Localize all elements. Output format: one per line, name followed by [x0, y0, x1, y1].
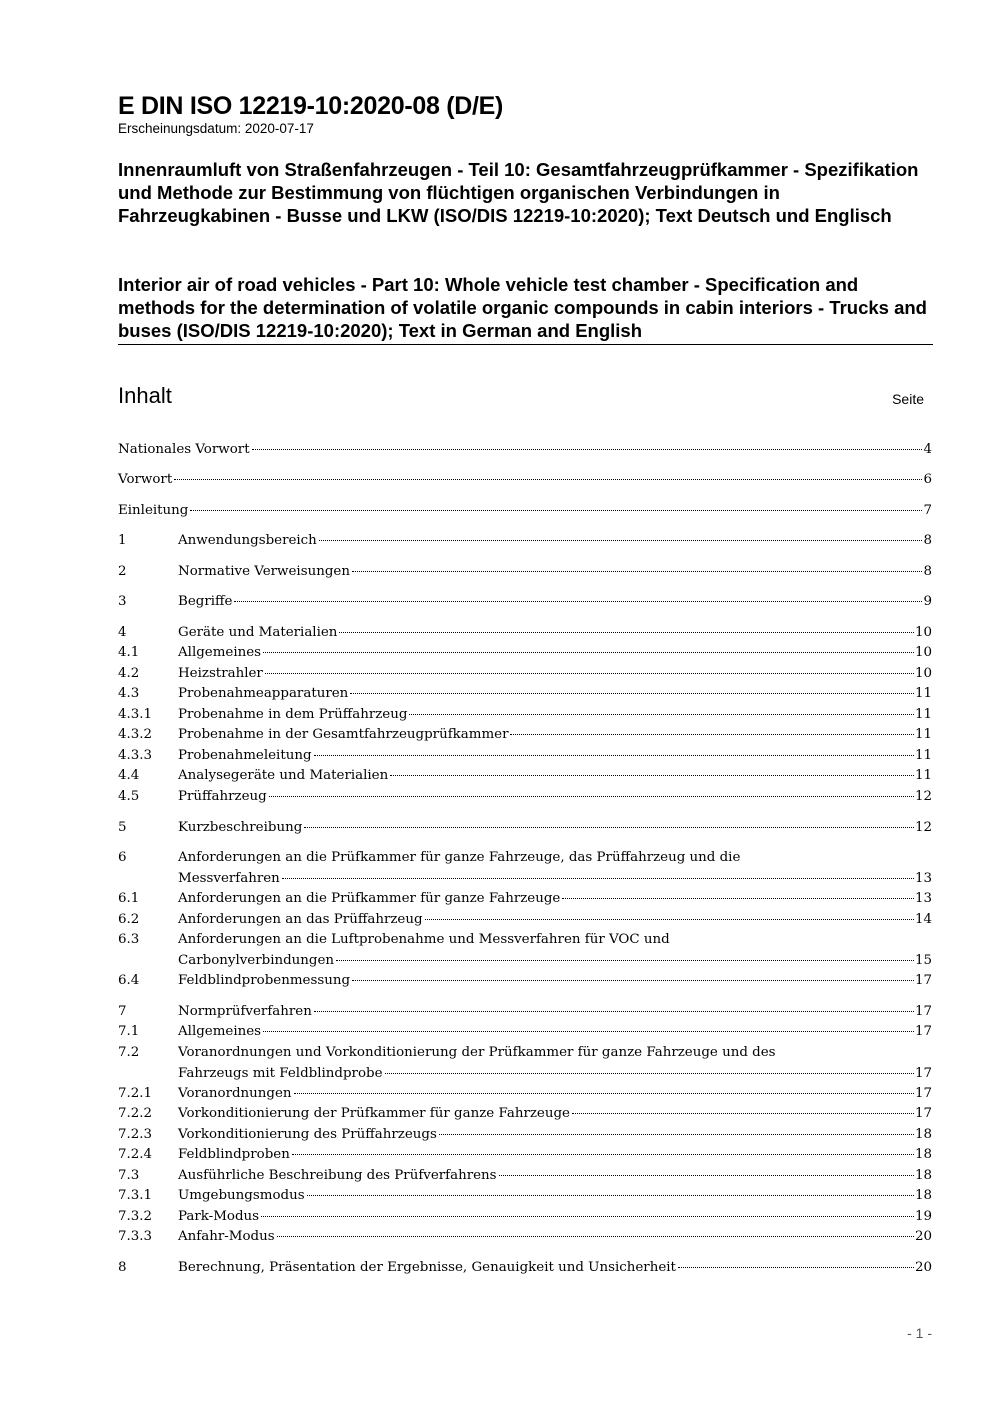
toc-entry-page: 13: [914, 891, 932, 906]
toc-entry[interactable]: [118, 664, 932, 684]
toc-entry-page: 11: [914, 727, 932, 742]
toc-entry-number: 6.2: [118, 912, 140, 927]
toc-entry-title: Anfahr-Modus: [178, 1229, 275, 1244]
toc-dot-leader: [350, 693, 914, 694]
toc-dot-leader: [314, 1011, 914, 1012]
toc-entry-page: 17: [914, 1024, 932, 1039]
toc-entry-page: 7: [923, 503, 932, 518]
toc-dot-leader: [294, 1093, 914, 1094]
toc-heading: Inhalt: [118, 383, 172, 408]
toc-dot-leader: [314, 755, 914, 756]
toc-entry[interactable]: [118, 705, 932, 725]
toc-dot-leader: [252, 449, 923, 450]
toc-entry-page: 17: [914, 1066, 932, 1081]
toc-entry-number: 7.3.2: [118, 1209, 153, 1224]
toc-entry-title: Anwendungsbereich: [178, 533, 317, 548]
toc-entry-number: 4.3.1: [118, 707, 153, 722]
toc-entry-page: 13: [914, 871, 932, 886]
toc-entry-title: Kurzbeschreibung: [178, 820, 303, 835]
toc-entry-title: Geräte und Materialien: [178, 625, 338, 640]
toc-entry-page: 20: [914, 1260, 932, 1275]
toc-entry-number: 6.4: [118, 973, 140, 988]
toc-entry-page: 19: [914, 1209, 932, 1224]
toc-entry[interactable]: [118, 787, 932, 807]
toc-entry-page: 18: [914, 1188, 932, 1203]
toc-entry-title: Anforderungen an das Prüffahrzeug: [178, 912, 423, 927]
toc-entry-page: 17: [914, 973, 932, 988]
toc-entry-title: Probenahmeapparaturen: [178, 686, 349, 701]
toc-entry[interactable]: [118, 440, 932, 460]
toc-entry[interactable]: [118, 1227, 932, 1247]
toc-entry-number: 4.5: [118, 789, 140, 804]
toc-page-label: Seite: [892, 391, 924, 407]
toc-entry-title: Allgemeines: [178, 645, 262, 660]
toc-entry-number: 6.3: [118, 932, 140, 947]
toc-entry-page: 17: [914, 1004, 932, 1019]
toc-entry-number: 7.3.1: [118, 1188, 153, 1203]
toc-entry[interactable]: [118, 889, 932, 909]
toc-dot-leader: [510, 734, 913, 735]
toc-entry-number: 7.2.3: [118, 1127, 153, 1142]
toc-dot-leader: [319, 540, 923, 541]
toc-entry-page: 11: [914, 686, 932, 701]
toc-entry-page: 10: [914, 645, 932, 660]
toc-entry-title: Park-Modus: [178, 1209, 260, 1224]
toc-dot-leader: [265, 673, 914, 674]
toc-entry-title: Einleitung: [118, 503, 189, 518]
toc-entry-page: 8: [923, 564, 932, 579]
toc-dot-leader: [562, 898, 914, 899]
toc-entry-title: Berechnung, Präsentation der Ergebnisse, Genauigkeit und Unsicherheit: [178, 1260, 676, 1275]
toc-entry-number: 7.2.4: [118, 1147, 153, 1162]
toc-entry-title: Vorwort: [118, 472, 173, 487]
toc-entry[interactable]: [118, 766, 932, 786]
toc-dot-leader: [307, 1195, 914, 1196]
toc-dot-leader: [678, 1267, 914, 1268]
toc-entry-number: 6: [118, 850, 127, 865]
toc-entry[interactable]: [118, 1186, 932, 1206]
toc-entry-title: Analysegeräte und Materialien: [178, 768, 389, 783]
toc-entry-title: Voranordnungen: [178, 1086, 292, 1101]
toc-dot-leader: [385, 1073, 914, 1074]
toc-entry[interactable]: [118, 531, 932, 551]
toc-entry[interactable]: [118, 725, 932, 745]
toc-entry-page: 12: [914, 789, 932, 804]
toc-entry[interactable]: [118, 1084, 932, 1104]
toc-entry-number: 8: [118, 1260, 127, 1275]
toc-entry-title: Heizstrahler: [178, 666, 263, 681]
toc-entry-number: 4.3.3: [118, 748, 153, 763]
toc-entry-number: 4.3: [118, 686, 140, 701]
english-title: Interior air of road vehicles - Part 10: Whole vehicle test chamber - Specification and methods for the determination of volatile organic compounds in cabin interiors - Trucks and buses (ISO/DIS 12219-10:2020); Text in German and English: [118, 274, 927, 342]
toc-entry-number: 4: [118, 625, 127, 640]
toc-entry[interactable]: [118, 501, 932, 521]
toc-entry-title: Vorkonditionierung der Prüfkammer für ganze Fahrzeuge: [178, 1106, 570, 1121]
toc-entry-title-line1: Voranordnungen und Vorkonditionierung der Prüfkammer für ganze Fahrzeuge und des: [178, 1045, 776, 1060]
toc-entry[interactable]: [118, 562, 932, 582]
toc-dot-leader: [499, 1175, 914, 1176]
toc-entry-number: 7.3: [118, 1168, 140, 1183]
toc-entry[interactable]: [118, 643, 932, 663]
toc-entry-page: 10: [914, 666, 932, 681]
toc-entry-number: 4.2: [118, 666, 140, 681]
toc-entry-title-line1: Anforderungen an die Luftprobenahme und Messverfahren für VOC und: [178, 932, 670, 947]
toc-entry-number: 7: [118, 1004, 127, 1019]
toc-entry[interactable]: [118, 1166, 932, 1186]
toc-entry-page: 10: [914, 625, 932, 640]
toc-dot-leader: [263, 652, 914, 653]
toc-entry[interactable]: [118, 1002, 932, 1022]
toc-dot-leader: [190, 510, 922, 511]
toc-entry-title: Nationales Vorwort: [118, 442, 250, 457]
toc-dot-leader: [352, 980, 914, 981]
toc-entry-page: 17: [914, 1086, 932, 1101]
toc-entry-page: 18: [914, 1168, 932, 1183]
toc-dot-leader: [174, 479, 922, 480]
toc-entry-number: 5: [118, 820, 127, 835]
toc-entry[interactable]: [118, 684, 932, 704]
toc-entry[interactable]: [118, 1207, 932, 1227]
toc-dot-leader: [352, 571, 923, 572]
toc-entry-title: Probenahme in dem Prüffahrzeug: [178, 707, 408, 722]
toc-entry-title: Feldblindprobenmessung: [178, 973, 351, 988]
toc-entry-number: 4.4: [118, 768, 140, 783]
toc-entry-title: Normprüfverfahren: [178, 1004, 312, 1019]
toc-entry-title: Vorkonditionierung des Prüffahrzeugs: [178, 1127, 437, 1142]
toc-entry-page: 18: [914, 1147, 932, 1162]
toc-entry-title: Messverfahren: [178, 871, 280, 886]
toc-dot-leader: [263, 1031, 914, 1032]
toc-entry-page: 11: [914, 748, 932, 763]
toc-entry-page: 15: [914, 953, 932, 968]
toc-entry-number: 4.1: [118, 645, 140, 660]
toc-entry-title: Prüffahrzeug: [178, 789, 267, 804]
toc-entry-number: 7.1: [118, 1024, 140, 1039]
toc-entry[interactable]: [118, 623, 932, 643]
toc-dot-leader: [390, 775, 914, 776]
toc-entry-number: 7.2: [118, 1045, 140, 1060]
toc-entry[interactable]: [118, 1258, 932, 1278]
toc-entry-number: 7.3.3: [118, 1229, 153, 1244]
document-id: E DIN ISO 12219-10:2020-08 (D/E): [118, 92, 504, 120]
toc-entry-page: 18: [914, 1127, 932, 1142]
toc-entry-page: 12: [914, 820, 932, 835]
toc-dot-leader: [234, 601, 922, 602]
german-title: Innenraumluft von Straßenfahrzeugen - Teil 10: Gesamtfahrzeugprüfkammer - Spezifikation und Methode zur Bestimmung von flüchtigen organischen Verbindungen in Fahrzeugkabinen - Busse und LKW (ISO/DIS 12219-10:2020); Text Deutsch und Englisch: [118, 159, 919, 227]
toc-entry-title: Probenahme in der Gesamtfahrzeugprüfkammer: [178, 727, 509, 742]
toc-dot-leader: [339, 632, 914, 633]
toc-entry[interactable]: [118, 818, 932, 838]
toc-entry-title: Feldblindproben: [178, 1147, 290, 1162]
toc-entry-number: 7.2.2: [118, 1106, 153, 1121]
toc-entry-page: 20: [914, 1229, 932, 1244]
toc-entry-page: 11: [914, 707, 932, 722]
toc-entry-number: 4.3.2: [118, 727, 153, 742]
toc-entry-page: 17: [914, 1106, 932, 1121]
toc-entry-number: 6.1: [118, 891, 140, 906]
toc-entry-number: 3: [118, 594, 127, 609]
toc-entry[interactable]: [118, 470, 932, 490]
page-number: - 1 -: [907, 1325, 932, 1341]
toc-dot-leader: [292, 1154, 914, 1155]
title-divider: [118, 344, 933, 345]
toc-entry-page: 4: [923, 442, 932, 457]
toc-entry-title: Anforderungen an die Prüfkammer für ganze Fahrzeuge: [178, 891, 561, 906]
toc-entry-page: 9: [923, 594, 932, 609]
toc-entry[interactable]: [118, 1145, 932, 1165]
toc-entry[interactable]: [118, 910, 932, 930]
toc-entry-title: Fahrzeugs mit Feldblindprobe: [178, 1066, 383, 1081]
toc-dot-leader: [425, 919, 914, 920]
toc-entry-title: Umgebungsmodus: [178, 1188, 305, 1203]
toc-dot-leader: [336, 960, 914, 961]
toc-entry-title: Begriffe: [178, 594, 233, 609]
toc-entry-title: Allgemeines: [178, 1024, 262, 1039]
toc-entry-title: Probenahmeleitung: [178, 748, 312, 763]
toc-entry-page: 14: [914, 912, 932, 927]
toc-dot-leader: [439, 1134, 914, 1135]
toc-entry-title: Carbonylverbindungen: [178, 953, 335, 968]
toc-entry[interactable]: [118, 1125, 932, 1145]
toc-entry[interactable]: [118, 1104, 932, 1124]
toc-dot-leader: [304, 827, 914, 828]
toc-dot-leader: [282, 878, 914, 879]
toc-entry[interactable]: [118, 971, 932, 991]
toc-entry-title: Normative Verweisungen: [178, 564, 350, 579]
publication-date: Erscheinungsdatum: 2020-07-17: [118, 121, 314, 136]
toc-entry-number: 2: [118, 564, 127, 579]
toc-entry[interactable]: [118, 746, 932, 766]
toc-entry[interactable]: [118, 848, 932, 889]
toc-entry-page: 8: [923, 533, 932, 548]
toc-dot-leader: [261, 1216, 914, 1217]
toc-dot-leader: [409, 714, 914, 715]
toc-entry-title-line1: Anforderungen an die Prüfkammer für ganze Fahrzeuge, das Prüffahrzeug und die: [178, 850, 741, 865]
toc-dot-leader: [572, 1113, 914, 1114]
toc-entry[interactable]: [118, 1043, 932, 1084]
toc-entry[interactable]: [118, 1022, 932, 1042]
toc-entry-page: 11: [914, 768, 932, 783]
toc-entry[interactable]: [118, 930, 932, 971]
toc-entry-number: 1: [118, 533, 127, 548]
toc-dot-leader: [269, 796, 914, 797]
toc-entry[interactable]: [118, 592, 932, 612]
toc-entry-number: 7.2.1: [118, 1086, 153, 1101]
toc-dot-leader: [277, 1236, 914, 1237]
toc-entry-page: 6: [923, 472, 932, 487]
toc-entry-title: Ausführliche Beschreibung des Prüfverfahrens: [178, 1168, 497, 1183]
